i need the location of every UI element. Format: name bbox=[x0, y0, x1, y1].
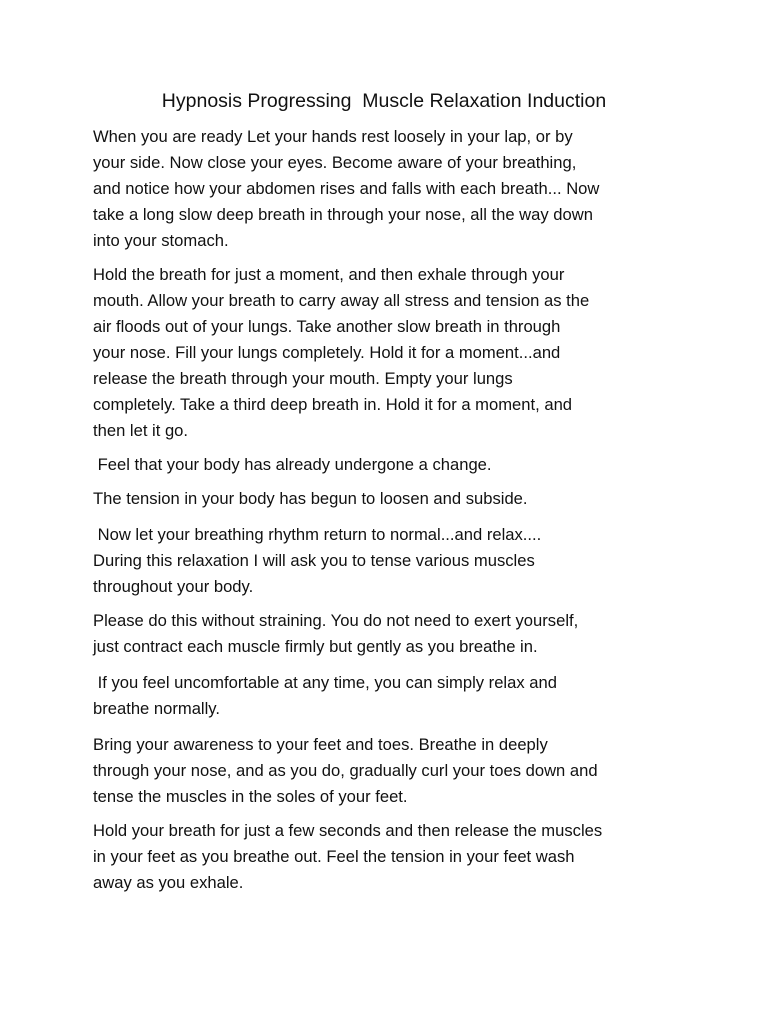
paragraph-body-change: Feel that your body has already undergone a change. bbox=[93, 455, 492, 474]
paragraph-release-feet: Hold your breath for just a few seconds and then release the muscles in your feet as you breathe out. Feel the tension in your feet wash away as you exhale. bbox=[93, 821, 603, 892]
paragraph-tension-loosen: The tension in your body has begun to loosen and subside. bbox=[93, 489, 528, 508]
document-title: Hypnosis Progressing Muscle Relaxation Induction bbox=[161, 90, 607, 112]
paragraph-without-straining: Please do this without straining. You do not need to exert yourself, just contract each muscle firmly but gently as you breathe in. bbox=[93, 611, 579, 656]
paragraph-rhythm-normal: Now let your breathing rhythm return to normal...and relax.... During this relaxation I will ask you to tense various muscles throughout your body. bbox=[93, 525, 542, 596]
paragraph-breathing-intro: When you are ready Let your hands rest loosely in your lap, or by your side. Now close your eyes. Become aware of your breathing, and notice how your abdomen rises and falls with each breath... Now take a long slow deep breath in through your nose, all the way down into your stomach. bbox=[93, 127, 600, 250]
paragraph-uncomfortable: If you feel uncomfortable at any time, you can simply relax and breathe normally. bbox=[93, 673, 557, 718]
paragraph-feet-toes: Bring your awareness to your feet and toes. Breathe in deeply through your nose, and as you do, gradually curl your toes down and tense the muscles in the soles of your feet. bbox=[93, 735, 598, 806]
paragraph-hold-breath: Hold the breath for just a moment, and then exhale through your mouth. Allow your breath to carry away all stress and tension as the air floods out of your lungs. Take another slow breath in through your nose. Fill your lungs completely. Hold it for a moment...and release the breath through your mouth. Empty your lungs completely. Take a third deep breath in. Hold it for a moment, and then let it go. bbox=[93, 265, 590, 440]
